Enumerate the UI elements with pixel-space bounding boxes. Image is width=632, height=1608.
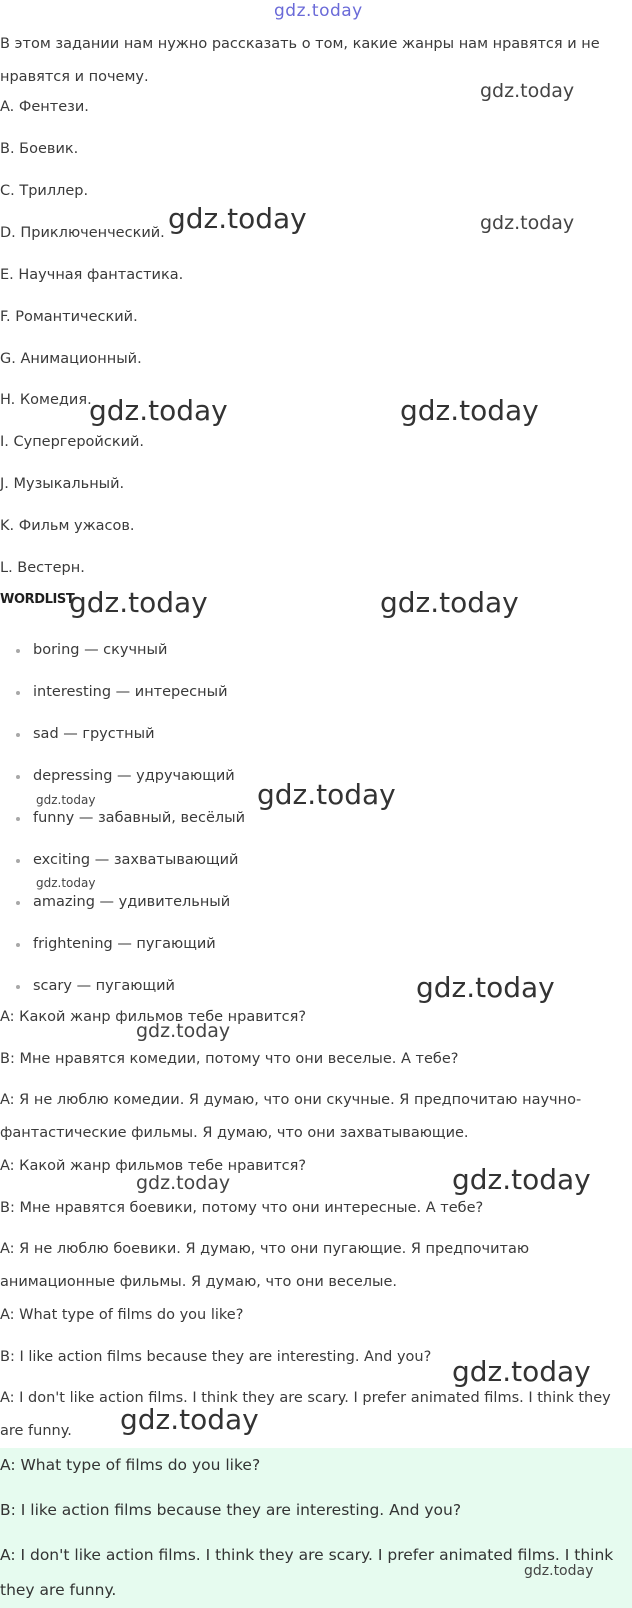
answer-line: A: What type of films do you like?	[0, 1456, 261, 1474]
wordlist-item: frightening — пугающий	[33, 936, 216, 952]
dialog-line: A: What type of films do you like?	[0, 1307, 244, 1323]
watermark-text: gdz.today	[36, 793, 96, 807]
bullet-dot	[16, 859, 20, 863]
bullet-dot	[16, 733, 20, 737]
wordlist-item: scary — пугающий	[33, 978, 175, 994]
bullet-dot	[16, 649, 20, 653]
answer-line: B: I like action films because they are interesting. And you?	[0, 1501, 462, 1519]
wordlist-item: depressing — удручающий	[33, 768, 235, 784]
watermark-text: gdz.today	[380, 586, 519, 619]
watermark-text: gdz.today	[168, 202, 307, 235]
bullet-dot	[16, 691, 20, 695]
genre-item: J. Музыкальный.	[0, 476, 125, 492]
watermark-text: gdz.today	[136, 1020, 231, 1042]
genre-item: F. Романтический.	[0, 309, 138, 325]
watermark-text: gdz.today	[69, 586, 208, 619]
wordlist-item: sad — грустный	[33, 726, 155, 742]
dialog-line: B: Мне нравятся боевики, потому что они интересные. А тебе?	[0, 1200, 484, 1216]
watermark-text: gdz.today	[452, 1355, 591, 1388]
intro-paragraph: В этом задании нам нужно рассказать о том, какие жанры нам нравятся и не нравятся и почему.	[0, 36, 600, 85]
watermark-text: gdz.today	[480, 80, 575, 102]
dialog-line: B: I like action films because they are interesting. And you?	[0, 1349, 432, 1365]
watermark-text: gdz.today	[120, 1403, 259, 1436]
bullet-dot	[16, 775, 20, 779]
dialog-line: B: Мне нравятся комедии, потому что они веселые. А тебе?	[0, 1051, 459, 1067]
wordlist-item: funny — забавный, весёлый	[33, 810, 246, 826]
dialog-line: A: Я не люблю комедии. Я думаю, что они скучные. Я предпочитаю научно-фантастические фильмы. Я думаю, что они захватывающие.	[0, 1092, 582, 1141]
genre-item: L. Вестерн.	[0, 560, 85, 576]
answer-line: A: I don't like action films. I think they are scary. I prefer animated films. I think they are funny.	[0, 1546, 614, 1599]
dialog-line: A: Я не люблю боевики. Я думаю, что они пугающие. Я предпочитаю анимационные фильмы. Я думаю, что они веселые.	[0, 1241, 530, 1290]
watermark-text: gdz.today	[89, 394, 228, 427]
watermark-text: gdz.today	[257, 778, 396, 811]
wordlist-item: amazing — удивительный	[33, 894, 231, 910]
wordlist-item: boring — скучный	[33, 642, 168, 658]
bullet-dot	[16, 985, 20, 989]
watermark-text: gdz.today	[416, 971, 555, 1004]
genre-item: E. Научная фантастика.	[0, 267, 184, 283]
watermark-text: gdz.today	[36, 876, 96, 890]
wordlist-item: exciting — захватывающий	[33, 852, 239, 868]
watermark-text: gdz.today	[480, 212, 575, 234]
wordlist-heading: WORDLIST	[0, 592, 75, 607]
watermark-text: gdz.today	[400, 394, 539, 427]
watermark-text: gdz.today	[136, 1172, 231, 1194]
dialog-line: A: Какой жанр фильмов тебе нравится?	[0, 1009, 307, 1025]
genre-item: G. Анимационный.	[0, 351, 142, 367]
dialog-line: A: Какой жанр фильмов тебе нравится?	[0, 1158, 307, 1174]
watermark-text: gdz.today	[452, 1163, 591, 1196]
bullet-dot	[16, 817, 20, 821]
genre-item: A. Фентези.	[0, 99, 89, 115]
bullet-dot	[16, 943, 20, 947]
genre-item: H. Комедия.	[0, 392, 92, 408]
watermark-text: gdz.today	[524, 1563, 594, 1579]
bullet-dot	[16, 901, 20, 905]
dialog-line: A: I don't like action films. I think they are scary. I prefer animated films. I think they are funny.	[0, 1390, 611, 1439]
genre-item: C. Триллер.	[0, 183, 89, 199]
genre-item: B. Боевик.	[0, 141, 79, 157]
genre-item: D. Приключенческий.	[0, 225, 165, 241]
genre-item: I. Супергеройский.	[0, 434, 145, 450]
top-watermark: gdz.today	[274, 1, 363, 21]
wordlist-item: interesting — интересный	[33, 684, 228, 700]
genre-item: K. Фильм ужасов.	[0, 518, 135, 534]
